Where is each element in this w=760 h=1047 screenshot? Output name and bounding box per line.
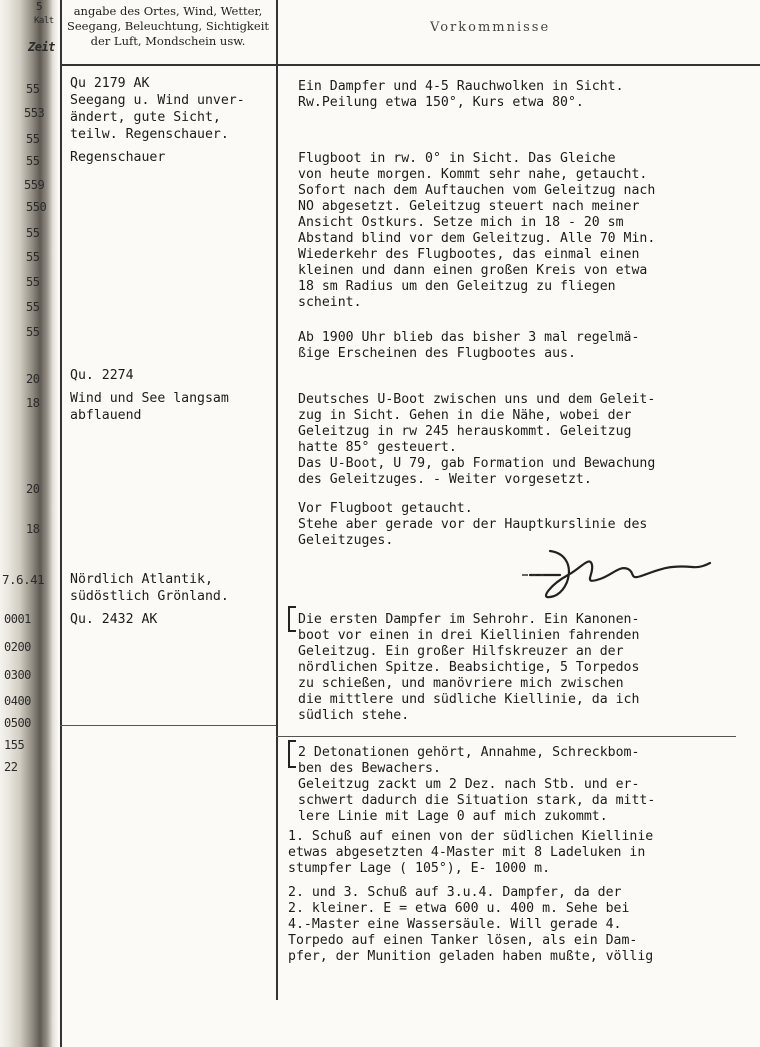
entry-line: zug in Sicht. Gehen in die Nähe, wobei der bbox=[298, 408, 632, 423]
margin-label: 550 bbox=[26, 200, 47, 214]
entry-line: NO abgesetzt. Geleitzug steuert nach meiner bbox=[298, 199, 640, 214]
column-rule-middle bbox=[276, 0, 278, 1000]
entry-line: boot vor einen in drei Kiellinien fahrenden bbox=[298, 628, 640, 643]
entry-line: Deutsches U-Boot zwischen uns und dem Geleit- bbox=[298, 392, 656, 407]
left-entry: teilw. Regenschauer. bbox=[70, 127, 229, 142]
entry-line: Geleitzuges. bbox=[298, 533, 394, 548]
margin-label: 55 bbox=[26, 154, 40, 168]
entry-line: lere Linie mit Lage 0 auf mich zukommt. bbox=[298, 809, 608, 824]
header-left-line: Seegang, Beleuchtung, Sichtigkeit bbox=[66, 19, 270, 33]
margin-label: 0300 bbox=[4, 668, 31, 682]
margin-label: 55 bbox=[26, 325, 40, 339]
margin-label: 55 bbox=[26, 82, 40, 96]
entry-line: Geleitzug. Ein großer Hilfskreuzer an der bbox=[298, 644, 624, 659]
entry-line: des Geleitzuges. - Weiter vorgesetzt. bbox=[298, 472, 592, 487]
entry-line: Die ersten Dampfer im Sehrohr. Ein Kanonen- bbox=[298, 612, 640, 627]
left-entry: Nördlich Atlantik, bbox=[70, 572, 213, 587]
bracket-mark bbox=[288, 740, 296, 768]
left-entry: abflauend bbox=[70, 408, 142, 423]
margin-date: 7.6.41 bbox=[2, 572, 45, 587]
margin-label: 0200 bbox=[4, 640, 31, 654]
entry-line: etwas abgesetzten 4-Master mit 8 Ladeluken in bbox=[288, 845, 646, 860]
margin-label: 0500 bbox=[4, 716, 31, 730]
margin-label: 55 bbox=[26, 132, 40, 146]
entry-line: 4.-Master eine Wassersäule. Will gerade 4. bbox=[288, 917, 622, 932]
entry-line: Ansicht Ostkurs. Setze mich in 18 - 20 sm bbox=[298, 215, 624, 230]
header-right: Vorkommnisse bbox=[430, 20, 551, 35]
left-entry: Regenschauer bbox=[70, 150, 166, 165]
margin-label: Kalt bbox=[34, 16, 54, 26]
left-entry: Qu 2179 AK bbox=[70, 76, 150, 91]
left-entry: Qu. 2432 AK bbox=[70, 612, 158, 627]
margin-label: 55 bbox=[26, 275, 40, 289]
entry-line: Torpedo auf einen Tanker lösen, als ein Dam- bbox=[288, 933, 638, 948]
entry-line: Geleitzug in rw 245 herauskommt. Geleitzug bbox=[298, 424, 632, 439]
entry-line: Abstand blind vor dem Geleitzug. Alle 70 Min. bbox=[298, 231, 656, 246]
entry-line: schwert dadurch die Situation stark, da mitt- bbox=[298, 793, 656, 808]
entry-line: Ein Dampfer und 4-5 Rauchwolken in Sicht. bbox=[298, 79, 624, 94]
signature bbox=[520, 545, 720, 605]
entry-line: südlich stehe. bbox=[298, 708, 410, 723]
left-entry: Qu. 2274 bbox=[70, 368, 134, 383]
entry-line: zu schießen, und manövriere mich zwischen bbox=[298, 676, 624, 691]
header-left-line: der Luft, Mondschein usw. bbox=[90, 34, 246, 48]
margin-label: Zeit bbox=[28, 40, 55, 54]
margin-label: 22 bbox=[4, 760, 18, 774]
entry-line: Geleitzug zackt um 2 Dez. nach Stb. und er- bbox=[298, 777, 640, 792]
left-entry: südöstlich Grönland. bbox=[70, 589, 229, 604]
margin-label: 20 bbox=[26, 372, 40, 386]
entry-line: Rw.Peilung etwa 150°, Kurs etwa 80°. bbox=[298, 95, 584, 110]
entry-line: 2. kleiner. E = etwa 600 u. 400 m. Sehe bei bbox=[288, 901, 630, 916]
entry-line: Das U-Boot, U 79, gab Formation und Bewachung bbox=[298, 456, 656, 471]
entry-line: Wiederkehr des Flugbootes, das einmal einen bbox=[298, 247, 640, 262]
margin-label: 18 bbox=[26, 522, 40, 536]
entry-line: 18 sm Radius um den Geleitzug zu fliegen bbox=[298, 279, 616, 294]
column-rule-left bbox=[60, 0, 62, 1047]
entry-line: hatte 85° gesteuert. bbox=[298, 440, 457, 455]
entry-line: von heute morgen. Kommt sehr nahe, getaucht. bbox=[298, 167, 648, 182]
entry-line: pfer, der Munition geladen haben mußte, völlig bbox=[288, 949, 654, 964]
left-entry: Wind und See langsam bbox=[70, 391, 229, 406]
margin-label: 55 bbox=[26, 300, 40, 314]
entry-line: kleinen und dann einen großen Kreis von etwa bbox=[298, 263, 648, 278]
entry-line: Flugboot in rw. 0° in Sicht. Das Gleiche bbox=[298, 151, 616, 166]
entry-line: Sofort nach dem Auftauchen vom Geleitzug nach bbox=[298, 183, 656, 198]
margin-label: 553 bbox=[24, 106, 45, 120]
margin-label: 20 bbox=[26, 482, 40, 496]
left-entry: ändert, gute Sicht, bbox=[70, 110, 221, 125]
row-rule bbox=[276, 736, 736, 737]
entry-line: 2. und 3. Schuß auf 3.u.4. Dampfer, da der bbox=[288, 885, 622, 900]
margin-label: 559 bbox=[24, 178, 45, 192]
bracket-mark bbox=[288, 606, 296, 632]
margin-label: 55 bbox=[26, 250, 40, 264]
page-number: 5 bbox=[36, 0, 43, 13]
entry-line: ßige Erscheinen des Flugbootes aus. bbox=[298, 346, 576, 361]
entry-line: 2 Detonationen gehört, Annahme, Schreckbom- bbox=[298, 745, 640, 760]
entry-line: nördlichen Spitze. Beabsichtige, 5 Torpedos bbox=[298, 660, 640, 675]
header-left-line: angabe des Ortes, Wind, Wetter, bbox=[73, 4, 263, 18]
margin-label: 155 bbox=[4, 738, 25, 752]
row-rule bbox=[60, 725, 276, 726]
margin-label: 55 bbox=[26, 226, 40, 240]
margin-label: 0400 bbox=[4, 694, 31, 708]
header-left bbox=[62, 4, 274, 49]
left-entry: Seegang u. Wind unver- bbox=[70, 93, 245, 108]
entry-line: Ab 1900 Uhr blieb das bisher 3 mal regelmä- bbox=[298, 330, 640, 345]
entry-line: 1. Schuß auf einen von der südlichen Kiellinie bbox=[288, 829, 654, 844]
entry-line: stumpfer Lage ( 105°), E- 1000 m. bbox=[288, 861, 551, 876]
entry-line: die mittlere und südliche Kiellinie, da ich bbox=[298, 692, 640, 707]
header-rule bbox=[60, 64, 760, 66]
entry-line: Stehe aber gerade vor der Hauptkurslinie des bbox=[298, 517, 648, 532]
entry-line: scheint. bbox=[298, 295, 362, 310]
margin-label: 18 bbox=[26, 396, 40, 410]
margin-label: 0001 bbox=[4, 612, 31, 626]
entry-line: Vor Flugboot getaucht. bbox=[298, 501, 473, 516]
entry-line: ben des Bewachers. bbox=[298, 761, 441, 776]
